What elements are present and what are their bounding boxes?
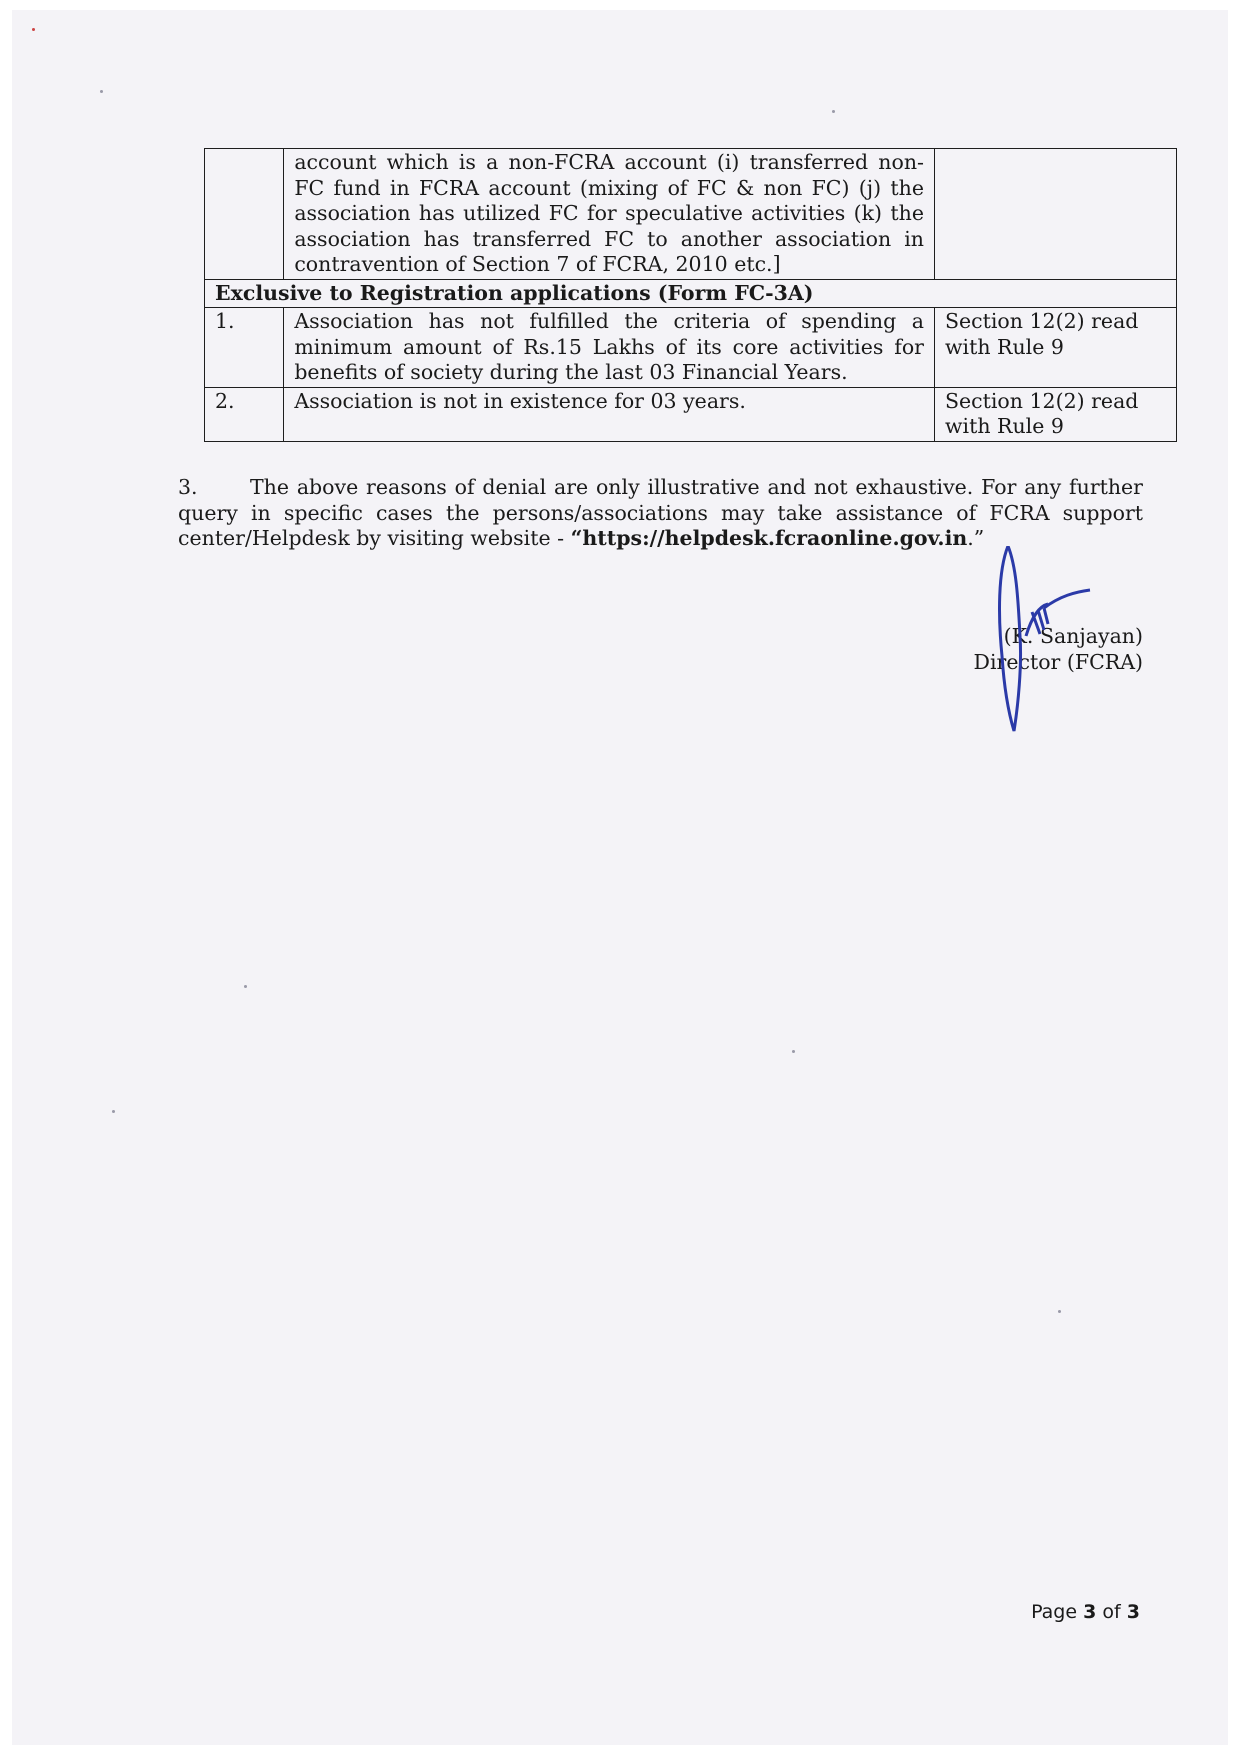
scan-speck (112, 1110, 115, 1113)
signatory-name: (K. Sanjayan) (1003, 624, 1143, 648)
signatory-designation: Director (FCRA) (973, 649, 1143, 674)
section-heading: Exclusive to Registration applications (Form FC-3A) (205, 279, 1177, 308)
table-row (205, 387, 1177, 441)
current-page: 3 (1083, 1601, 1097, 1623)
scan-speck (832, 110, 835, 113)
paragraph-text: The above reasons of denial are only illustrative and not exhaustive. For any further query in specific cases the persons/associations may take assistance of FCRA support center/Helpdesk by visiting website - (178, 475, 1143, 550)
denial-reasons-table (204, 148, 1177, 442)
signature-loop-stroke (1000, 546, 1021, 731)
scan-speck (32, 28, 35, 31)
paragraph-number: 3. (178, 475, 198, 499)
legal-reference-cell: Section 12(2) read with Rule 9 (934, 387, 1176, 441)
serial-number-cell: 1. (205, 308, 284, 388)
of-label: of (1102, 1601, 1121, 1623)
table-row (205, 308, 1177, 388)
serial-number-cell (205, 149, 284, 280)
scan-speck (100, 90, 103, 93)
page-number (1031, 1601, 1140, 1623)
scan-speck (792, 1050, 795, 1053)
reason-description-cell: Association is not in existence for 03 years. (284, 387, 935, 441)
signature-hook-stroke (1026, 590, 1090, 636)
legal-reference-cell: Section 12(2) read with Rule 9 (934, 308, 1176, 388)
reason-description-cell: account which is a non-FCRA account (i) transferred non-FC fund in FCRA account (mixing of FC & non FC) (j) the association has utilized FC for speculative activities (k) the association has transferred FC to another association in contravention of Section 7 of FCRA, 2010 etc.] (284, 149, 935, 280)
scan-speck (244, 985, 247, 988)
total-pages: 3 (1126, 1601, 1140, 1623)
page-label: Page (1031, 1601, 1078, 1623)
table-section-row (205, 279, 1177, 308)
paragraph-closing: .” (967, 526, 985, 550)
legal-reference-cell (934, 149, 1176, 280)
helpdesk-url: “https://helpdesk.fcraonline.gov.in (570, 526, 968, 550)
serial-number-cell: 2. (205, 387, 284, 441)
scan-speck (1058, 1310, 1061, 1313)
handwritten-signature (960, 546, 1110, 746)
table-row (205, 149, 1177, 280)
paragraph-3 (178, 475, 1143, 552)
reason-description-cell: Association has not fulfilled the criteria of spending a minimum amount of Rs.15 Lakhs of its core activities for benefits of society during the last 03 Financial Years. (284, 308, 935, 388)
